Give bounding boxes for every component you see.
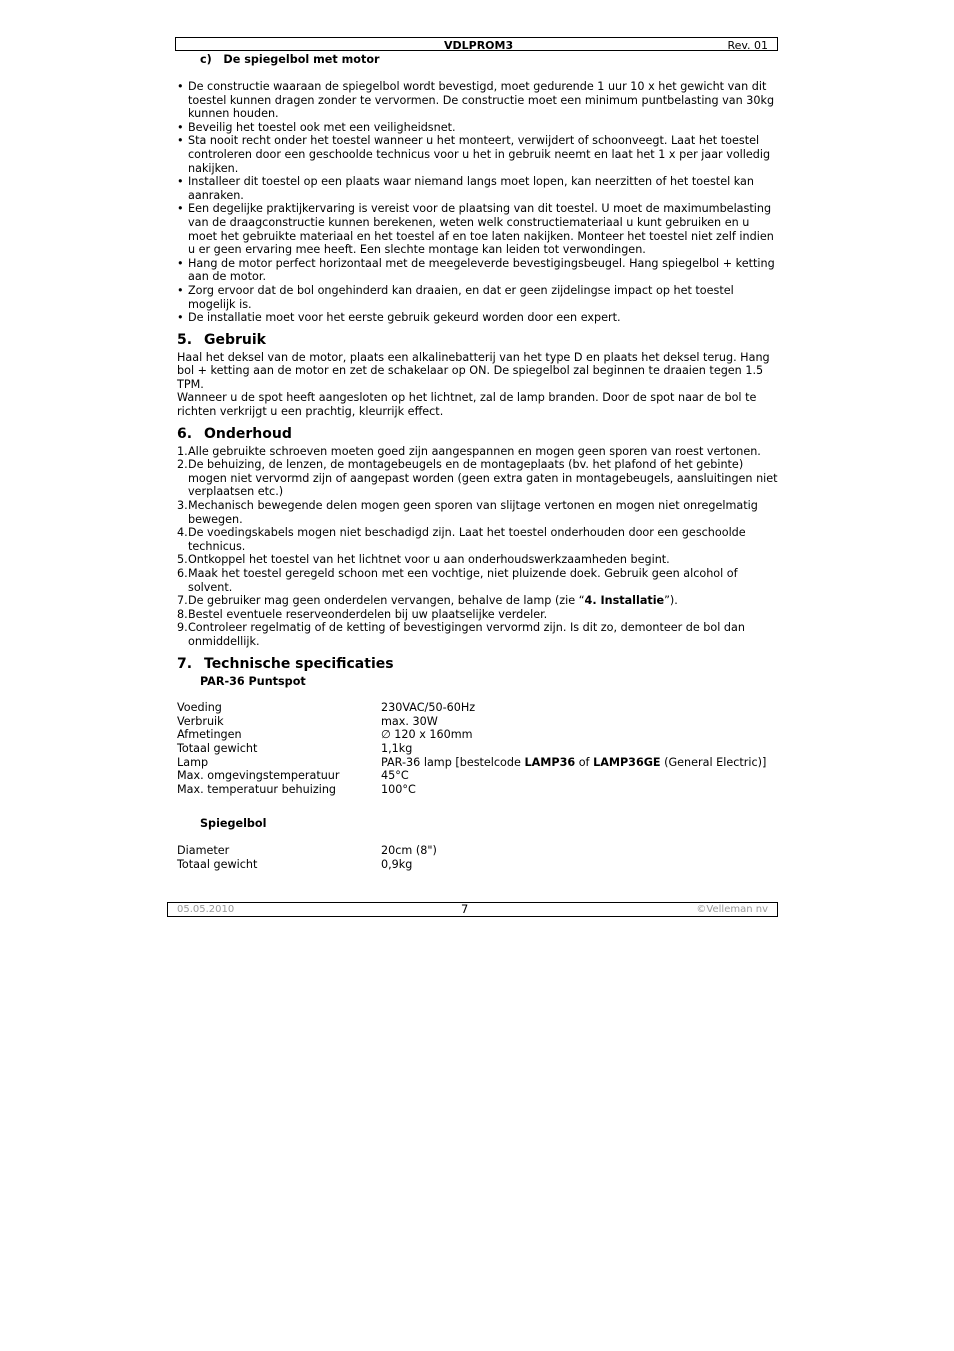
- section-number: 5.: [177, 331, 193, 348]
- table-row: [177, 742, 766, 756]
- item-number: 8.: [177, 607, 188, 621]
- item-text: Controleer regelmatig of de ketting of bevestigingen vervormd zijn. Is dit zo, demonteer de bol dan onmiddellijk.: [188, 621, 745, 648]
- value-text: (General Electric)]: [660, 755, 767, 769]
- spec-table-spot: [177, 701, 766, 796]
- spec-value: 45°C: [381, 769, 409, 783]
- paragraph: Wanneer u de spot heeft aangesloten op het lichtnet, zal de lamp branden. Door de spot naar de bol te richten verkrijgt u een prachtig, kleurrijk effect.: [177, 391, 757, 419]
- item-text: De behuizing, de lenzen, de montagebeugels en de montageplaats (bv. het plafond of het gebinte) mogen niet vervormd zijn of aangepast worden (geen extra gaten in montagebeugels, aansluitingen niet verplaatsen etc.): [188, 458, 778, 499]
- spec-key: Totaal gewicht: [177, 857, 258, 871]
- table-row: [177, 783, 766, 797]
- footer-copyright: ©Velleman nv: [696, 904, 768, 915]
- list-item: • Hang de motor perfect horizontaal met de meegeleverde bevestigingsbeugel. Hang spiegelbol + ketting aan de motor.: [177, 257, 779, 284]
- item-text: Ontkoppel het toestel van het lichtnet voor u aan onderhoudswerkzaamheden begint.: [188, 553, 670, 567]
- list-item: • Sta nooit recht onder het toestel wanneer u het monteert, verwijdert of schoonveegt. Laat het toestel controleren door een geschoolde technicus voor u het in gebruik neemt en laat het 1 x per jaar volledig nakijken.: [177, 134, 779, 175]
- item-number: 9.: [177, 621, 188, 635]
- spec-key: Verbruik: [177, 714, 224, 728]
- revision: Rev. 01: [727, 39, 768, 52]
- item-number: 2.: [177, 458, 188, 472]
- table-row: [177, 756, 766, 770]
- list-item: • De constructie waaraan de spiegelbol wordt bevestigd, moet gedurende 1 uur 10 x het gewicht van dit toestel kunnen dragen zonder te vervormen. De constructie moet een minimum puntbelasting van 30kg kunnen houden.: [177, 80, 779, 121]
- safety-list: [177, 80, 779, 325]
- spec-key: Diameter: [177, 843, 230, 857]
- table-row: [177, 701, 766, 715]
- page-header: [175, 37, 778, 51]
- section-number: 6.: [177, 425, 193, 442]
- paragraph: Haal het deksel van de motor, plaats een alkalinebatterij van het type D en plaats het deksel terug. Hang bol + ketting aan de motor en zet de schakelaar op ON. De spiegelbol zal beginnen te draaien tegen 1.5 TPM.: [177, 350, 770, 391]
- list-item: [177, 594, 779, 608]
- list-item: • Zorg ervoor dat de bol ongehinderd kan draaien, en dat er geen zijdelingse impact op het toestel mogelijk is.: [177, 284, 779, 311]
- spec-value: 1,1kg: [381, 741, 413, 755]
- page-footer: [167, 902, 778, 917]
- table-row: [177, 858, 437, 872]
- maintenance-list: [177, 445, 779, 649]
- spec-value: [381, 756, 766, 770]
- item-text: De voedingskabels mogen niet beschadigd zijn. Laat het toestel onderhouden door een geschoolde technicus.: [188, 526, 746, 553]
- list-item: [177, 553, 779, 567]
- subsection-title: c) De spiegelbol met motor: [200, 53, 380, 66]
- table-row: [177, 728, 766, 742]
- spec-key: Totaal gewicht: [177, 741, 258, 755]
- spec-value: 20cm (8"): [381, 843, 437, 857]
- item-number: 6.: [177, 567, 188, 580]
- section-heading-onderhoud: [177, 425, 779, 443]
- table-row: [177, 769, 766, 783]
- spec-value: ∅ 120 x 160mm: [381, 728, 473, 742]
- spec-subtitle-spot: PAR-36 Puntspot: [200, 674, 306, 688]
- order-code: LAMP36: [524, 755, 576, 769]
- value-text: PAR-36 lamp [bestelcode: [381, 755, 525, 769]
- item-number: 3.: [177, 499, 188, 513]
- cross-reference: 4. Installatie: [584, 594, 665, 608]
- item-text: Mechanisch bewegende delen mogen geen sporen van slijtage vertonen en mogen niet onregelmatig bewegen.: [188, 499, 758, 526]
- spec-subtitle-spiegelbol: Spiegelbol: [200, 817, 267, 831]
- section-title: Technische specificaties: [204, 655, 394, 672]
- list-item: [177, 567, 779, 594]
- section-heading-specificaties: [177, 655, 779, 673]
- order-code: LAMP36GE: [593, 755, 661, 769]
- item-number: 7.: [177, 594, 188, 608]
- spec-key: Voeding: [177, 701, 222, 715]
- list-item: [177, 445, 779, 459]
- list-item: [177, 526, 779, 553]
- spec-table-spiegelbol: [177, 844, 437, 871]
- section-title: Onderhoud: [204, 425, 292, 442]
- spec-key: Afmetingen: [177, 728, 242, 742]
- footer-date: 05.05.2010: [177, 904, 235, 915]
- item-text: Bestel eventuele reserveonderdelen bij uw plaatselijke verdeler.: [188, 607, 548, 621]
- spec-value: 0,9kg: [381, 857, 413, 871]
- list-item: [177, 458, 779, 499]
- item-number: 4.: [177, 526, 188, 540]
- item-number: 5.: [177, 553, 188, 567]
- spec-key: Max. omgevingstemperatuur: [177, 769, 340, 783]
- spec-value: max. 30W: [381, 714, 438, 728]
- list-item: • Een degelijke praktijkervaring is vereist voor de plaatsing van dit toestel. U moet de maximumbelasting van de draagconstructie kunnen berekenen, weten welk constructiemateriaal u kunt gebruiken en u moet het gebruikte materiaal en het toestel af en toe laten nakijken. Monteer het toestel niet zelf indien u er geen ervaring mee heeft. Een slechte montage kan leiden tot verwondingen.: [177, 202, 779, 256]
- model-name: VDLPROM3: [444, 39, 514, 52]
- item-text: De gebruiker mag geen onderdelen vervangen, behalve de lamp (zie “: [188, 594, 585, 608]
- list-item: [177, 608, 779, 622]
- spec-key: Max. temperatuur behuizing: [177, 782, 337, 796]
- value-text: of: [575, 755, 594, 769]
- spec-key: Lamp: [177, 755, 209, 769]
- list-item: • Installeer dit toestel op een plaats waar niemand langs moet lopen, kan neerzitten of het toestel kan aanraken.: [177, 175, 779, 202]
- item-number: 1.: [177, 444, 188, 458]
- spec-value: 100°C: [381, 782, 416, 796]
- list-item: [177, 499, 779, 526]
- page-content: [177, 53, 779, 871]
- item-text: ”).: [664, 594, 678, 608]
- item-text: Alle gebruikte schroeven moeten goed zijn aangespannen en mogen geen sporen van roest vertonen.: [188, 444, 761, 458]
- table-row: [177, 715, 766, 729]
- list-item: [177, 621, 779, 648]
- section-title: Gebruik: [204, 331, 266, 348]
- page-number: 7: [461, 902, 469, 916]
- list-item: • Beveilig het toestel ook met een veiligheidsnet.: [177, 121, 779, 135]
- table-row: [177, 844, 437, 858]
- list-item: • De installatie moet voor het eerste gebruik gekeurd worden door een expert.: [177, 311, 779, 325]
- section-number: 7.: [177, 655, 193, 672]
- section-heading-gebruik: [177, 331, 779, 349]
- item-text: Maak het toestel geregeld schoon met een vochtige, niet pluizende doek. Gebruik geen alcohol of solvent.: [188, 567, 738, 594]
- spec-value: 230VAC/50-60Hz: [381, 701, 476, 715]
